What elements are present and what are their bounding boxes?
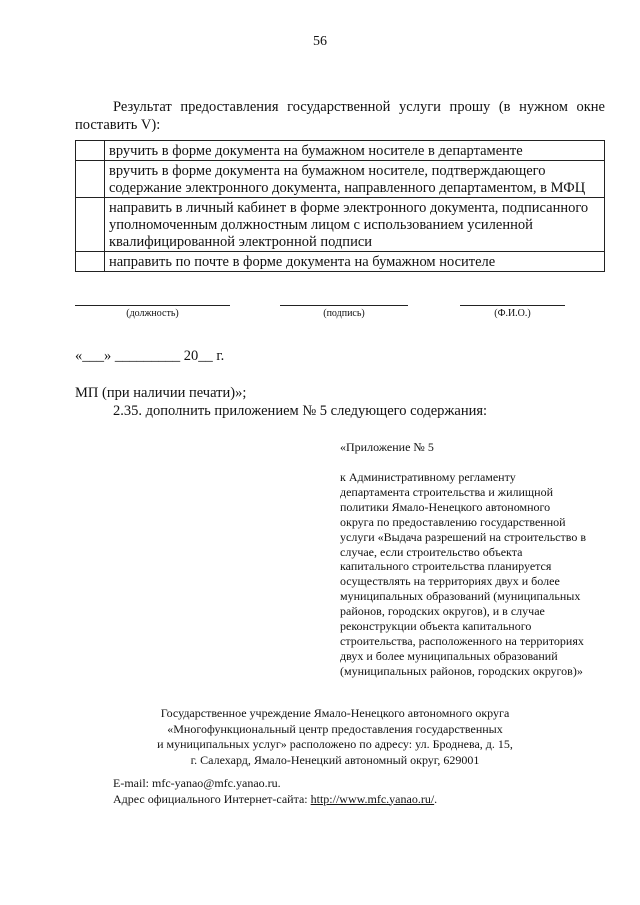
appendix-line: (муниципальных районов, городских округов)» (340, 663, 583, 678)
name-caption: (Ф.И.О.) (494, 308, 531, 319)
signature-line (75, 305, 230, 306)
signature-line (460, 305, 565, 306)
appendix-line: капитального строительства планируется (340, 559, 552, 574)
institution-line: и муниципальных услуг» расположено по адресу: ул. Броднева, д. 15, (157, 737, 513, 751)
result-options-table (75, 140, 605, 272)
appendix-line: политики Ямало-Ненецкого автономного (340, 499, 551, 514)
contacts-block (113, 776, 437, 807)
page-number: 56 (313, 34, 327, 49)
appendix-line: департамента строительства и жилищной (340, 484, 553, 499)
appendix-line: муниципальных образований (муниципальных (340, 589, 581, 604)
position-caption: (должность) (126, 308, 179, 319)
website-suffix: . (434, 791, 438, 806)
option-text: вручить в форме документа на бумажном носителе, подтверждающего содержание электронного документа, направленного департаментом, в МФЦ (105, 161, 605, 198)
option-text: направить по почте в форме документа на бумажном носителе (105, 252, 605, 272)
table-row (76, 161, 605, 198)
option-checkbox-cell[interactable] (76, 252, 105, 272)
stamp-line: МП (при наличии печати)»; (75, 385, 247, 401)
appendix-line: услуги «Выдача разрешений на строительство в (340, 529, 586, 544)
institution-line: «Многофункциональный центр предоставления государственных (167, 721, 503, 736)
appendix-line: к Административному регламенту (340, 470, 516, 484)
option-checkbox-cell[interactable] (76, 141, 105, 161)
intro-paragraph: Результат предоставления государственной услуги прошу (в нужном окне поставить V): (75, 99, 605, 133)
appendix-line: реконструкции объекта капитального (340, 619, 532, 634)
institution-line: Государственное учреждение Ямало-Ненецкого автономного округа (160, 706, 510, 720)
table-row (76, 141, 605, 161)
appendix-line: строительства, расположенного на территориях (340, 633, 584, 648)
institution-address (125, 706, 545, 768)
name-signature-field (460, 305, 565, 319)
date-line: «___» _________ 20__ г. (75, 348, 225, 364)
appendix-line: округа по предоставлению государственной (340, 514, 566, 529)
option-text: вручить в форме документа на бумажном носителе в департаменте (105, 141, 605, 161)
option-text: направить в личный кабинет в форме электронного документа, подписанного уполномоченным должностным лицом с использованием усиленной квалифицированной электронной подписи (105, 198, 605, 252)
website-prefix: Адрес официального Интернет-сайта: (113, 791, 311, 806)
website-line (113, 792, 437, 808)
appendix-line: случае, если строительство объекта (340, 544, 523, 559)
option-checkbox-cell[interactable] (76, 161, 105, 198)
option-checkbox-cell[interactable] (76, 198, 105, 252)
appendix-line: осуществлять на территориях двух и более (340, 574, 560, 589)
table-row (76, 198, 605, 252)
appendix-title: «Приложение № 5 (340, 440, 434, 454)
appendix-line: районов, городских округов), и в случае (340, 604, 545, 619)
institution-line: г. Салехард, Ямало-Ненецкий автономный округ, 629001 (190, 752, 480, 767)
signature-field (280, 305, 408, 319)
website-link[interactable]: http://www.mfc.yanao.ru/ (310, 791, 435, 806)
appendix-line: двух и более муниципальных образований (340, 648, 558, 663)
signature-line (280, 305, 408, 306)
signature-caption: (подпись) (323, 308, 365, 319)
amendment-line: 2.35. дополнить приложением № 5 следующего содержания: (113, 403, 488, 419)
table-row (76, 252, 605, 272)
email-line: E-mail: mfc-yanao@mfc.yanao.ru. (113, 776, 281, 790)
position-signature-field (75, 305, 230, 319)
appendix-description (340, 470, 605, 679)
